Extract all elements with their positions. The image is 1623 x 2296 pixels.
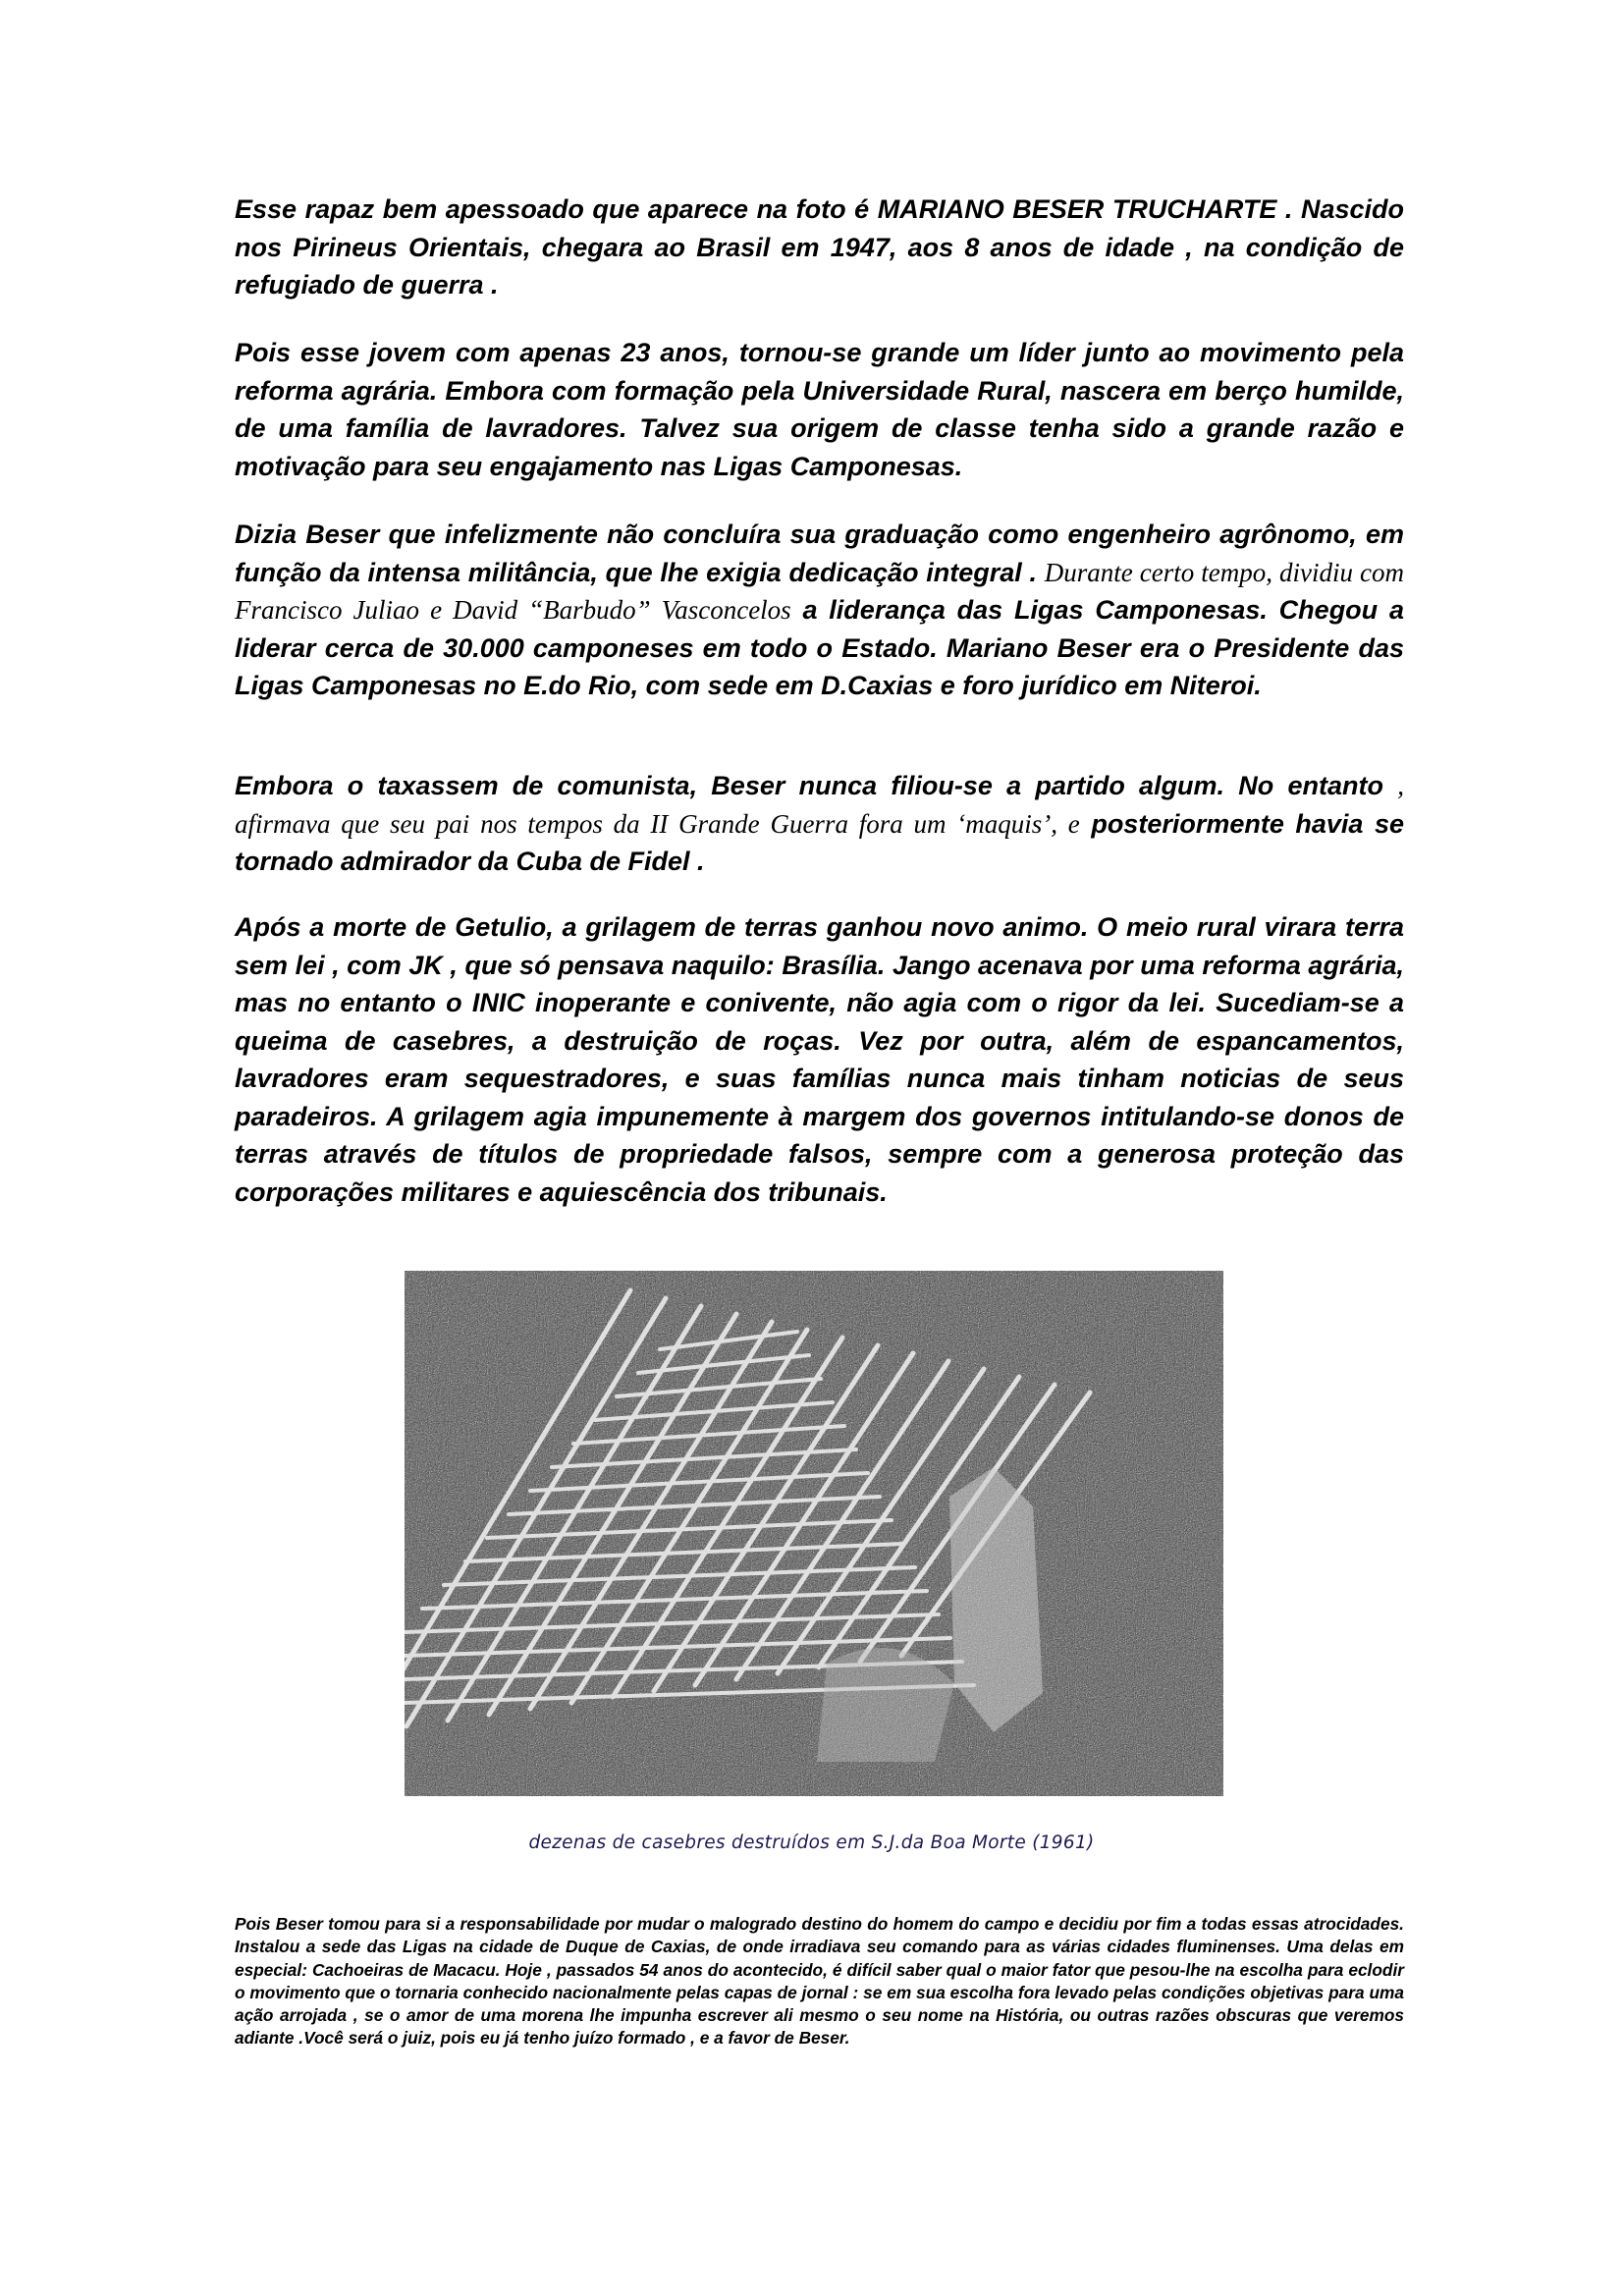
- paragraph-intro: [235, 191, 1404, 304]
- paragraph-embora: [235, 767, 1404, 881]
- paragraph-getulio: Após a morte de Getulio, a grilagem de terras ganhou novo animo. O meio rural virara terra sem lei , com JK , que só pensava naquilo: Brasília. Jango acenava por uma reforma agrária, mas no entanto o INIC inoperante e conivente, não agia com o rigor da lei. Sucediam-se a queima de casebres, a destruição de roças. Vez por outra, além de espancamentos, lavradores eram sequestradores, e suas famílias nunca mais tinham noticias de seus paradeiros. A grilagem agia impunemente à margem dos governos intitulando-se donos de terras através de títulos de propriedade falsos, sempre com a generosa proteção das corporações militares e aquiescência dos tribunais.: [235, 912, 1404, 1207]
- person-name: MARIANO BESER TRUCHARTE: [877, 194, 1277, 224]
- dizia-serif-line: Durante certo tempo, dividiu com Francisco Juliao e David “Barbudo” Vasconcelos: [235, 557, 1404, 625]
- embora-text-1: Embora o taxassem de comunista, Beser nunca filiou-se a partido algum. No entanto: [235, 771, 1398, 800]
- dizia-text-2: a liderança das Ligas Camponesas. Chegou a liderar cerca de 30.000 camponeses em todo o Estado. Mariano Beser era o Presidente das Ligas Camponesas no E.do Rio, com sede em D.Caxias e foro jurídico em Niteroi.: [235, 595, 1404, 700]
- paragraph-jovem: Pois esse jovem com apenas 23 anos, tornou-se grande um líder junto ao movimento pela reforma agrária. Embora com formação pela Universidade Rural, nascera em berço humilde, de uma família de lavradores. Talvez sua origem de classe tenha sido a grande razão e motivação para seu engajamento nas Ligas Camponesas.: [235, 338, 1404, 481]
- photo-grain-overlay: [405, 1271, 1223, 1796]
- paragraph-closing: Pois Beser tomou para si a responsabilidade por mudar o malogrado destino do homem do campo e decidiu por fim a todas essas atrocidades. Instalou a sede das Ligas na cidade de Duque de Caxias, de onde irradiava seu comando para as várias cidades fluminenses. Uma delas em especial: Cachoeiras de Macacu. Hoje , passados 54 anos do acontecido, é difícil saber qual o maior fator que pesou-lhe na escolha para eclodir o movimento que o tornaria conhecido nacionalmente pelas capas de jornal : se em sua escolha fora levado pelas condições objetivas para uma ação arrojada , se o amor de uma morena lhe impunha escrever ali mesmo o seu nome na História, ou outras razões obscuras que veremos adiante .Você será o juiz, pois eu já tenho juízo formado , e a favor de Beser.: [235, 1914, 1404, 2049]
- photo-caption: dezenas de casebres destruídos em S.J.da Boa Morte (1961): [528, 1832, 1095, 1853]
- embora-serif-line: , afirmava que seu pai nos tempos da II Grande Guerra fora um ‘maquis’, e: [235, 771, 1404, 839]
- intro-text-2: . Nascido nos Pirineus Orientais, chegara ao Brasil em 1947, aos 8 anos de idade , na condição de refugiado de guerra .: [235, 194, 1405, 300]
- paragraph-dizia: [235, 516, 1404, 705]
- embora-text-2: posteriormente havia se tornado admirador da Cuba de Fidel .: [235, 808, 1405, 876]
- destroyed-hut-photo: [405, 1271, 1223, 1796]
- dizia-text-1: Dizia Beser que infelizmente não concluíra sua graduação como engenheiro agrônomo, em função da intensa militância, que lhe exigia dedicação integral .: [235, 519, 1404, 587]
- photo-image: [405, 1271, 1223, 1796]
- intro-text-1: Esse rapaz bem apessoado que aparece na foto é: [235, 194, 878, 224]
